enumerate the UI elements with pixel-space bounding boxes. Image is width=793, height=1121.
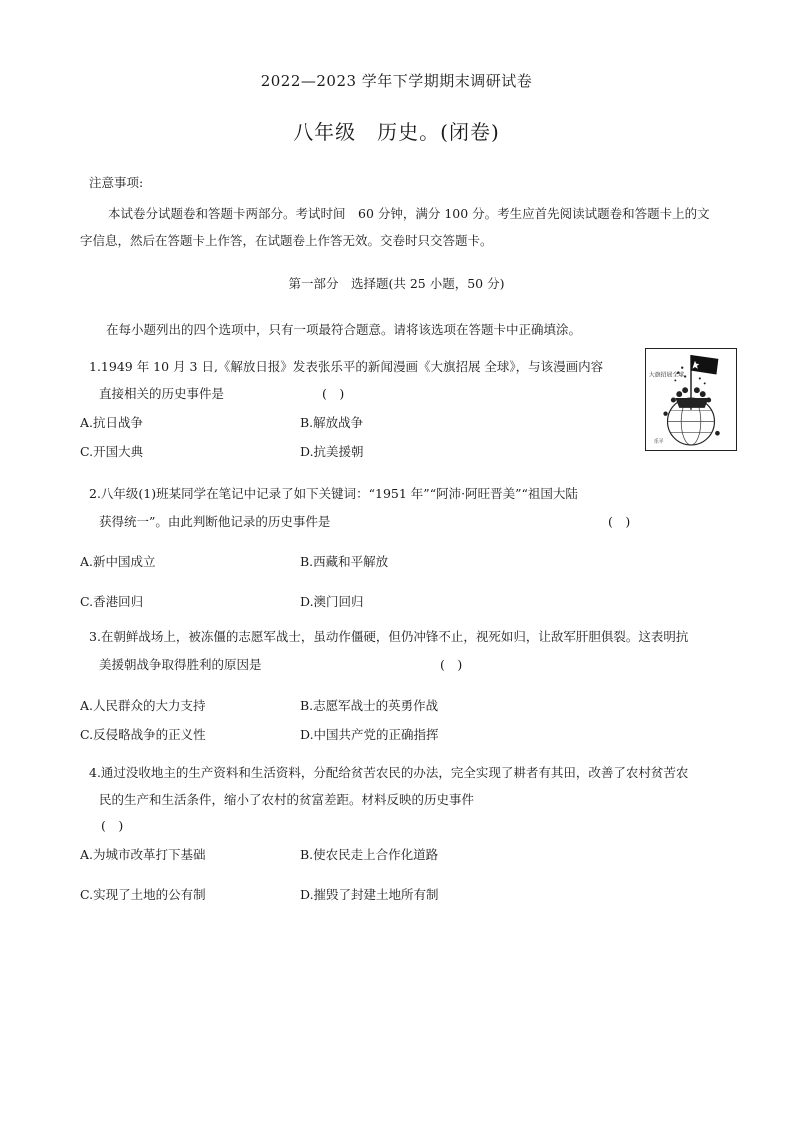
- question-1-stem-line-1: 1.1949 年 10 月 3 日,《解放日报》发表张乐平的新闻漫画《大旗招展 全球》，与该漫画内容: [89, 359, 604, 374]
- question-2-stem-line-1: 2.八年级(1)班某同学在笔记中记录了如下关键词：“1951 年”“阿沛·阿旺晋美”“祖国大陆: [89, 486, 578, 501]
- question-3-option-d: D.中国共产党的正确指挥: [300, 727, 439, 742]
- flag-cartoon-illustration: [646, 349, 736, 450]
- notice-line-1: 本试卷分试题卷和答题卡两部分。考试时间 60 分钟，满分 100 分。考生应首先阅读试题卷和答题卡上的文: [108, 206, 710, 221]
- question-1-option-d: D.抗美援朝: [300, 444, 364, 459]
- section-title: 第一部分 选择题(共 25 小题，50 分): [288, 276, 505, 291]
- cartoon-caption: 大旗招展全球: [648, 372, 685, 379]
- question-3-option-a: A.人民群众的大力支持: [80, 698, 206, 713]
- question-3-stem-line-2: 美援朝战争取得胜利的原因是: [99, 657, 262, 672]
- question-4-option-d: D.摧毁了封建土地所有制: [300, 887, 439, 902]
- question-2-option-c: C.香港回归: [80, 594, 144, 609]
- question-2-answer-paren: ( ): [608, 514, 631, 529]
- question-2-option-a: A.新中国成立: [80, 554, 156, 569]
- question-4-stem-line-1: 4.通过没收地主的生产资料和生活资料，分配给贫苦农民的办法，完全实现了耕者有其田，改善了农村贫苦农: [89, 765, 689, 780]
- question-1-answer-paren: ( ): [322, 386, 345, 401]
- notice-label: 注意事项:: [89, 175, 144, 190]
- section-instruction: 在每小题列出的四个选项中，只有一项最符合题意。请将该选项在答题卡中正确填涂。: [106, 322, 582, 337]
- exam-subtitle: 八年级 历史。(闭卷): [293, 120, 500, 144]
- question-3-answer-paren: ( ): [440, 657, 463, 672]
- cartoon-image: [645, 348, 737, 451]
- question-1-option-c: C.开国大典: [80, 444, 144, 459]
- question-3-stem-line-1: 3.在朝鲜战场上，被冻僵的志愿军战士，虽动作僵硬，但仍冲锋不止，视死如归，让敌军肝胆俱裂。这表明抗: [89, 629, 689, 644]
- question-4-option-a: A.为城市改革打下基础: [80, 847, 206, 862]
- question-3-option-b: B.志愿军战士的英勇作战: [300, 698, 439, 713]
- question-4-stem-line-2: 民的生产和生活条件，缩小了农村的贫富差距。材料反映的历史事件: [99, 792, 475, 807]
- question-4-answer-paren: ( ): [101, 818, 124, 833]
- question-2-option-b: B.西藏和平解放: [300, 554, 389, 569]
- exam-title: 2022—2023 学年下学期期末调研试卷: [260, 72, 533, 90]
- question-3-option-c: C.反侵略战争的正义性: [80, 727, 206, 742]
- cartoon-signature: 乐平: [653, 439, 664, 446]
- question-1-stem-line-2: 直接相关的历史事件是: [99, 386, 225, 401]
- notice-line-2: 字信息，然后在答题卡上作答，在试题卷上作答无效。交卷时只交答题卡。: [80, 233, 493, 248]
- question-2-option-d: D.澳门回归: [300, 594, 364, 609]
- question-4-option-c: C.实现了土地的公有制: [80, 887, 206, 902]
- question-1-option-b: B.解放战争: [300, 415, 364, 430]
- question-2-stem-line-2: 获得统一”。由此判断他记录的历史事件是: [99, 514, 331, 529]
- question-4-option-b: B.使农民走上合作化道路: [300, 847, 439, 862]
- question-1-option-a: A.抗日战争: [80, 415, 144, 430]
